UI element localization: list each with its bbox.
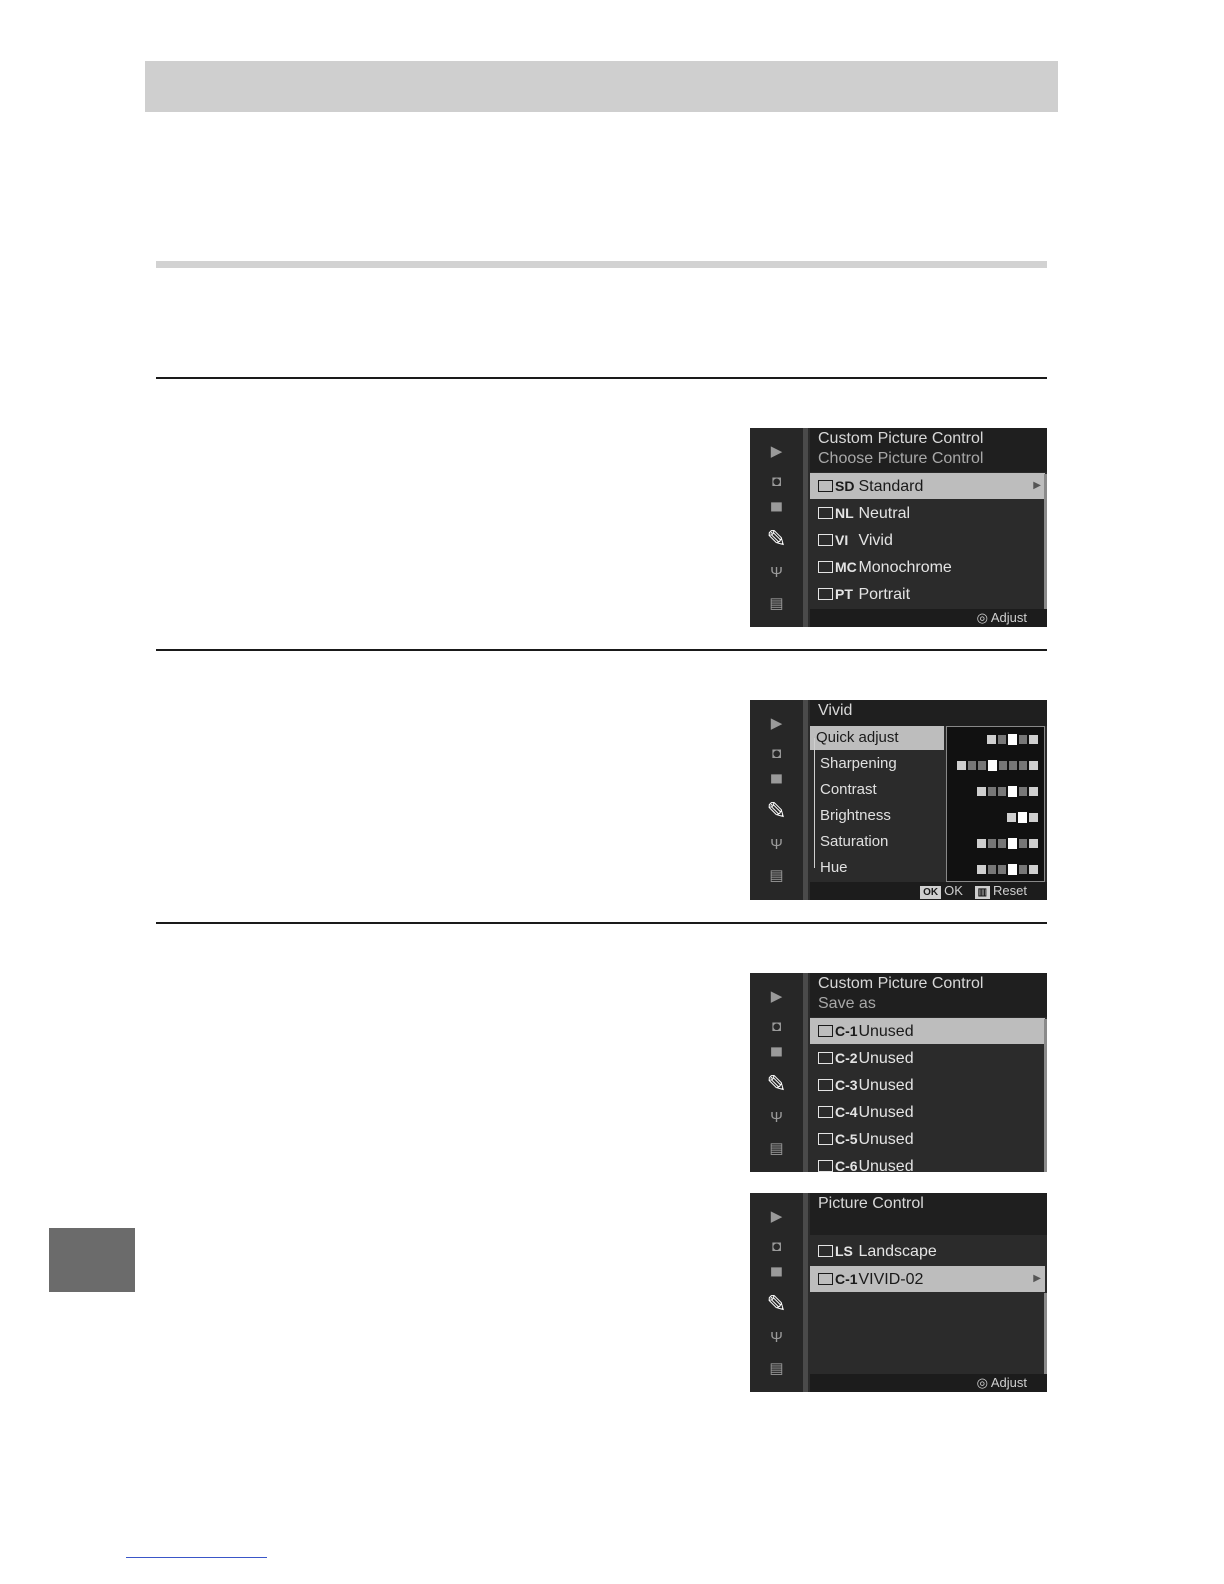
brightness-slider[interactable]	[1007, 811, 1038, 823]
item-label: VIVID-02	[858, 1271, 924, 1288]
item-code: PT	[835, 586, 853, 602]
item-label: Monochrome	[858, 559, 952, 576]
footer-bar	[810, 609, 1047, 627]
picture-control-icon	[818, 1160, 833, 1172]
picture-control-icon	[818, 1273, 833, 1285]
quick-adjust-item[interactable]: Quick adjust	[810, 726, 944, 750]
menu-item[interactable]	[810, 1238, 1045, 1264]
item-label: Neutral	[858, 505, 911, 522]
custom-settings-icon[interactable]: ✎	[766, 526, 787, 553]
menu-item[interactable]	[810, 1126, 1045, 1152]
menu-panel	[810, 973, 1047, 1172]
picture-control-screen	[750, 1193, 1047, 1392]
custom-settings-icon[interactable]: ✎	[766, 1071, 787, 1098]
picture-control-icon	[818, 1079, 833, 1091]
menu-item[interactable]	[810, 1153, 1045, 1172]
vivid-adjust-screen	[750, 700, 1047, 900]
screen-title: Vivid	[818, 702, 853, 719]
item-label: Unused	[858, 1050, 914, 1067]
playback-icon[interactable]: ▶	[770, 715, 783, 732]
shooting-icon[interactable]: ◘	[771, 1018, 782, 1035]
item-label: Standard	[858, 478, 924, 495]
item-code: C-3	[835, 1077, 858, 1093]
screen-title: Custom Picture Control	[818, 975, 984, 992]
item-code: C-5	[835, 1131, 858, 1147]
menu-item[interactable]	[810, 1018, 1045, 1044]
save-as-screen	[750, 973, 1047, 1172]
choose-picture-control-screen	[750, 428, 1047, 627]
movie-icon[interactable]: ▀	[771, 503, 782, 520]
shooting-icon[interactable]: ◘	[771, 745, 782, 762]
item-code: MC	[835, 559, 857, 575]
item-label: Unused	[858, 1077, 914, 1094]
shooting-icon[interactable]: ◘	[771, 1238, 782, 1255]
item-code: NL	[835, 505, 854, 521]
menu-item[interactable]	[810, 581, 1045, 607]
item-label: Unused	[858, 1023, 914, 1040]
shooting-icon[interactable]: ◘	[771, 473, 782, 490]
sharpening-item[interactable]: Sharpening	[820, 755, 897, 772]
menu-panel	[810, 1193, 1047, 1392]
picture-control-icon	[818, 1106, 833, 1118]
menu-panel	[810, 700, 1047, 900]
picture-control-icon	[818, 1025, 833, 1037]
movie-icon[interactable]: ▀	[771, 1268, 782, 1285]
setup-icon[interactable]: Ψ	[770, 836, 783, 853]
item-label: Landscape	[858, 1243, 937, 1260]
item-label: Unused	[858, 1158, 914, 1172]
picture-control-icon	[818, 507, 833, 519]
item-code: C-1	[835, 1271, 858, 1287]
adjust-values-box	[946, 726, 1045, 882]
picture-control-icon	[818, 534, 833, 546]
section-divider-bar	[156, 261, 1047, 268]
footer-bar	[810, 1374, 1047, 1392]
saturation-slider[interactable]	[977, 837, 1038, 849]
contrast-slider[interactable]	[977, 785, 1038, 797]
item-code: C-4	[835, 1104, 858, 1120]
hue-slider[interactable]	[977, 863, 1038, 875]
item-label: Unused	[858, 1131, 914, 1148]
reset-label: Reset	[993, 883, 1027, 898]
title-bar	[810, 700, 1047, 726]
brightness-item[interactable]: Brightness	[820, 807, 891, 824]
menu-item[interactable]	[810, 500, 1045, 526]
saturation-item[interactable]: Saturation	[820, 833, 889, 850]
item-label: Portrait	[858, 586, 911, 603]
chapter-tab	[49, 1228, 135, 1292]
movie-icon[interactable]: ▀	[771, 775, 782, 792]
hue-item[interactable]: Hue	[820, 859, 848, 876]
delete-button-icon: ▥	[975, 886, 990, 899]
my-menu-icon[interactable]: ▤	[769, 1140, 784, 1157]
my-menu-icon[interactable]: ▤	[769, 867, 784, 884]
setup-icon[interactable]: Ψ	[770, 564, 783, 581]
sharpening-slider[interactable]	[957, 759, 1038, 771]
step-rule-2	[156, 649, 1047, 651]
menu-item[interactable]	[810, 527, 1045, 553]
title-bar	[810, 1193, 1047, 1235]
menu-icon-column	[750, 428, 808, 627]
custom-settings-icon[interactable]: ✎	[766, 1291, 787, 1318]
menu-item[interactable]	[810, 554, 1045, 580]
quick-adjust-slider[interactable]	[987, 733, 1038, 745]
footer-adjust-label: Adjust	[990, 1375, 1027, 1390]
menu-icon-column	[750, 1193, 808, 1392]
bottom-link-underline[interactable]	[126, 1557, 267, 1558]
screen-title: Picture Control	[818, 1195, 924, 1212]
footer-adjust-label: Adjust	[990, 610, 1027, 625]
item-code: SD	[835, 478, 855, 494]
page-header-bar	[145, 61, 1058, 112]
menu-item[interactable]	[810, 1099, 1045, 1125]
playback-icon[interactable]: ▶	[770, 988, 783, 1005]
setup-icon[interactable]: Ψ	[770, 1329, 783, 1346]
playback-icon[interactable]: ▶	[770, 443, 783, 460]
scrollbar[interactable]	[1044, 1293, 1047, 1374]
contrast-item[interactable]: Contrast	[820, 781, 877, 798]
item-code: C-1	[835, 1023, 858, 1039]
title-bar	[810, 973, 1047, 1017]
ok-label: OK	[944, 883, 963, 898]
item-label: Unused	[858, 1104, 914, 1121]
multi-selector-icon: ◎	[976, 610, 988, 625]
step-rule-3	[156, 922, 1047, 924]
menu-item[interactable]	[810, 1266, 1045, 1292]
playback-icon[interactable]: ▶	[770, 1208, 783, 1225]
menu-panel	[810, 428, 1047, 627]
item-code: LS	[835, 1243, 853, 1259]
picture-control-icon	[818, 1052, 833, 1064]
picture-control-icon	[818, 480, 833, 492]
menu-item[interactable]	[810, 1045, 1045, 1071]
item-label: Vivid	[858, 532, 893, 549]
item-code: VI	[835, 532, 849, 548]
my-menu-icon[interactable]: ▤	[769, 595, 784, 612]
ok-button-icon: OK	[920, 886, 941, 899]
item-code: C-6	[835, 1158, 858, 1172]
arrow-right-icon: ▶	[1033, 480, 1041, 491]
screen-subtitle: Save as	[818, 995, 876, 1012]
footer-bar	[810, 882, 1047, 900]
scrollbar[interactable]	[1044, 1019, 1047, 1172]
my-menu-icon[interactable]: ▤	[769, 1360, 784, 1377]
menu-icon-column	[750, 700, 808, 900]
picture-control-icon	[818, 1133, 833, 1145]
setup-icon[interactable]: Ψ	[770, 1109, 783, 1126]
arrow-right-icon: ▶	[1033, 1273, 1041, 1284]
item-code: C-2	[835, 1050, 858, 1066]
scrollbar[interactable]	[1044, 474, 1047, 609]
screen-title: Custom Picture Control	[818, 430, 984, 447]
multi-selector-icon: ◎	[976, 1375, 988, 1390]
screen-subtitle: Choose Picture Control	[818, 450, 984, 467]
custom-settings-icon[interactable]: ✎	[766, 798, 787, 825]
menu-item[interactable]	[810, 473, 1045, 499]
movie-icon[interactable]: ▀	[771, 1048, 782, 1065]
menu-item[interactable]	[810, 1072, 1045, 1098]
menu-icon-column	[750, 973, 808, 1172]
picture-control-icon	[818, 561, 833, 573]
picture-control-icon	[818, 1245, 833, 1257]
picture-control-icon	[818, 588, 833, 600]
step-rule-1	[156, 377, 1047, 379]
title-bar	[810, 428, 1047, 472]
